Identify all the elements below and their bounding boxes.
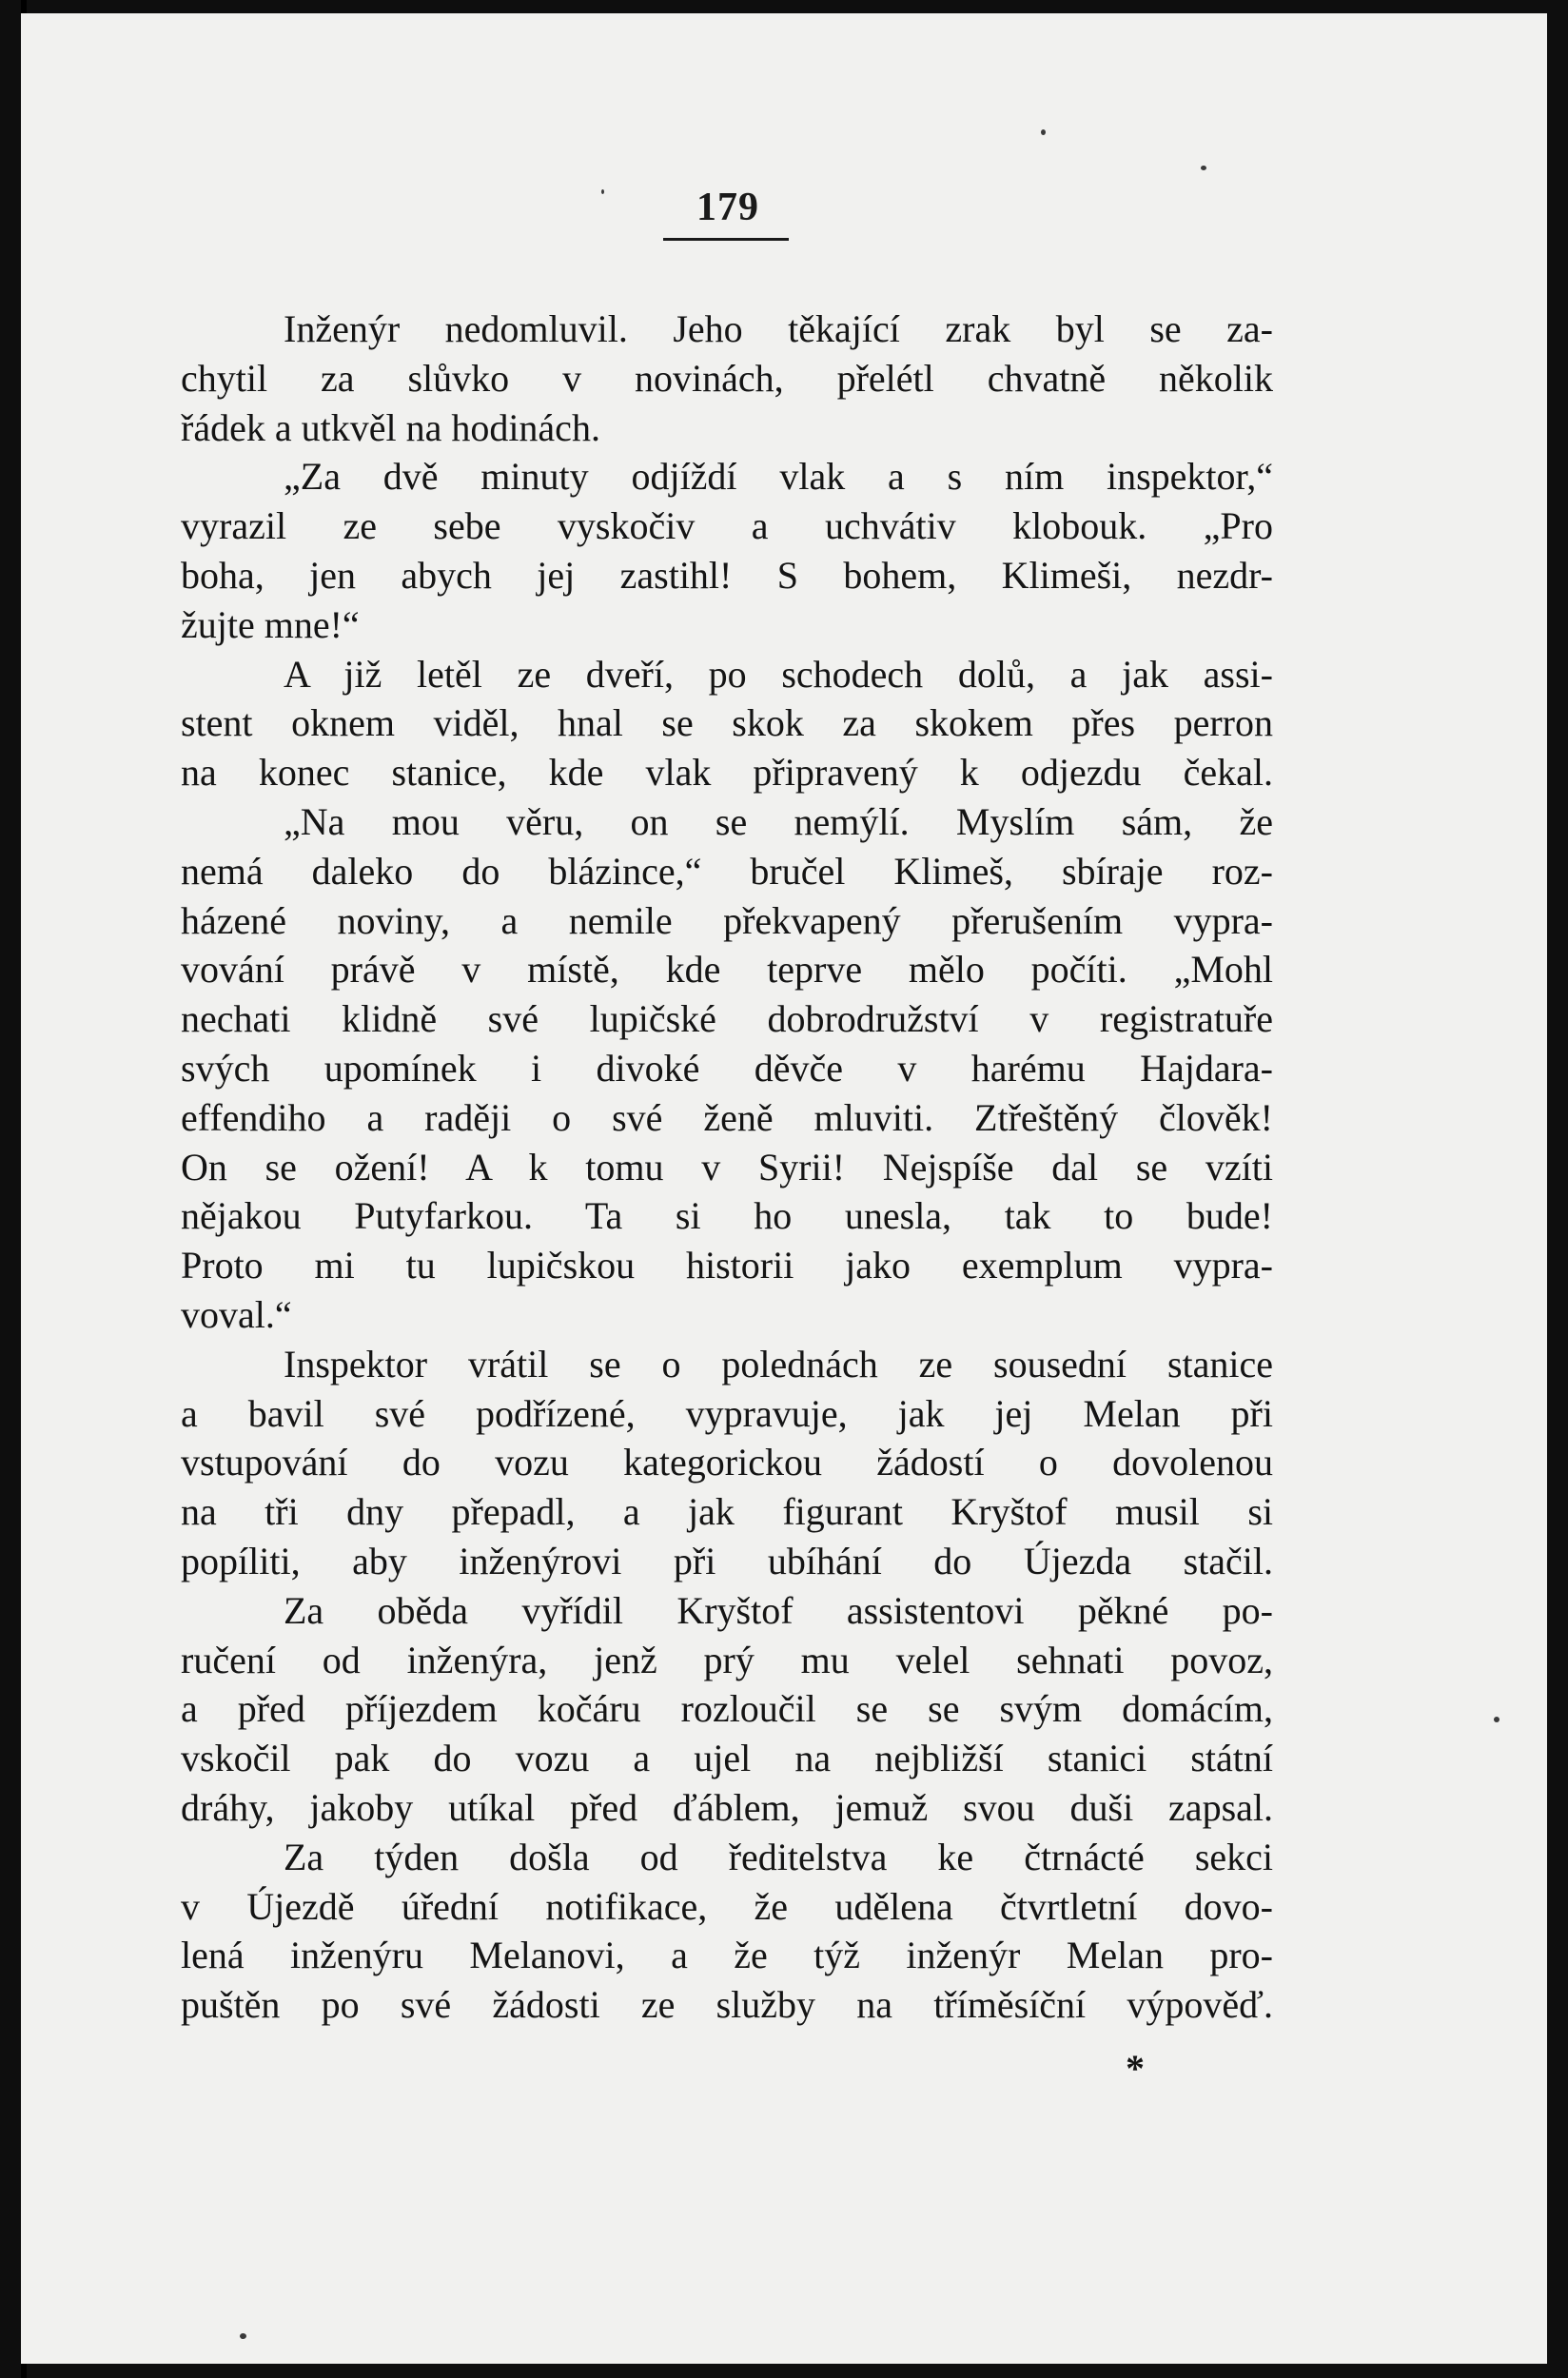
- page-number: 179: [696, 186, 759, 229]
- text-line: v Újezdě úřední notifikace, že udělena čtvrtletní dovo-: [181, 1884, 1273, 1928]
- text-line: Za oběda vyřídil Kryštof assistentovi pěkné po-: [284, 1588, 1273, 1632]
- scan-speck: [1041, 129, 1046, 135]
- text-line: stent oknem viděl, hnal se skok za skokem přes perron: [181, 701, 1273, 745]
- text-line: „Za dvě minuty odjíždí vlak a s ním inspektor,“: [284, 455, 1273, 499]
- section-end-asterisk: *: [1126, 2047, 1145, 2090]
- text-line: lená inženýru Melanovi, a že týž inženýr Melan pro-: [181, 1934, 1273, 1977]
- text-line: nemá daleko do blázince,“ bručel Klimeš, sbíraje roz-: [181, 849, 1273, 893]
- body-text: [181, 305, 1273, 2030]
- text-line: a bavil své podřízené, vypravuje, jak jej Melan při: [181, 1391, 1273, 1435]
- text-line: na konec stanice, kde vlak připravený k odjezdu čekal.: [181, 751, 1273, 795]
- page-number-rule: [663, 238, 789, 241]
- text-line: na tři dny přepadl, a jak figurant Kryštof musil si: [181, 1490, 1273, 1534]
- text-line: házené noviny, a nemile překvapený přerušením vypra-: [181, 898, 1273, 942]
- text-line: effendiho a raději o své ženě mluviti. Ztřeštěný člověk!: [181, 1095, 1273, 1139]
- text-line: Za týden došla od ředitelstva ke čtrnácté sekci: [284, 1835, 1273, 1878]
- text-line: řádek a utkvěl na hodinách.: [181, 405, 600, 449]
- text-line: vyrazil ze sebe vyskočiv a uchvátiv klobouk. „Pro: [181, 504, 1273, 548]
- text-line: A již letěl ze dveří, po schodech dolů, a jak assi-: [284, 652, 1273, 696]
- text-line: svých upomínek i divoké děvče v harému Hajdara-: [181, 1046, 1273, 1090]
- text-line: vování právě v místě, kde teprve mělo počíti. „Mohl: [181, 948, 1273, 992]
- text-line: Inženýr nedomluvil. Jeho těkající zrak byl se za-: [284, 307, 1273, 350]
- scan-speck: [1201, 166, 1206, 170]
- text-line: On se ožení! A k tomu v Syrii! Nejspíše dal se vzíti: [181, 1145, 1273, 1189]
- text-line: nechati klidně své lupičské dobrodružství v registratuře: [181, 997, 1273, 1041]
- text-line: popíliti, aby inženýrovi při ubíhání do Újezda stačil.: [181, 1539, 1273, 1582]
- text-line: vstupování do vozu kategorickou žádostí o dovolenou: [181, 1441, 1273, 1484]
- text-line: a před příjezdem kočáru rozloučil se se svým domácím,: [181, 1687, 1273, 1731]
- scan-speck: [240, 2333, 246, 2339]
- text-line: Inspektor vrátil se o polednách ze sousední stanice: [284, 1342, 1273, 1386]
- text-line: voval.“: [181, 1292, 292, 1336]
- text-line: chytil za slůvko v novinách, přelétl chvatně několik: [181, 356, 1273, 400]
- scan-speck: [1494, 1717, 1499, 1722]
- text-line: nějakou Putyfarkou. Ta si ho unesla, tak to bude!: [181, 1194, 1273, 1238]
- text-line: boha, jen abych jej zastihl! S bohem, Klimeši, nezdr-: [181, 553, 1273, 597]
- text-line: ručení od inženýra, jenž prý mu velel sehnati povoz,: [181, 1638, 1273, 1681]
- scan-speck: [601, 189, 604, 194]
- text-line: „Na mou věru, on se nemýlí. Myslím sám, že: [284, 799, 1273, 843]
- text-line: žujte mne!“: [181, 602, 360, 646]
- text-line: dráhy, jakoby utíkal před ďáblem, jemuž svou duši zapsal.: [181, 1785, 1273, 1829]
- text-line: vskočil pak do vozu a ujel na nejbližší stanici státní: [181, 1737, 1273, 1780]
- text-line: Proto mi tu lupičskou historii jako exemplum vypra-: [181, 1244, 1273, 1287]
- text-line: puštěn po své žádosti ze služby na tříměsíční výpověď.: [181, 1983, 1273, 2027]
